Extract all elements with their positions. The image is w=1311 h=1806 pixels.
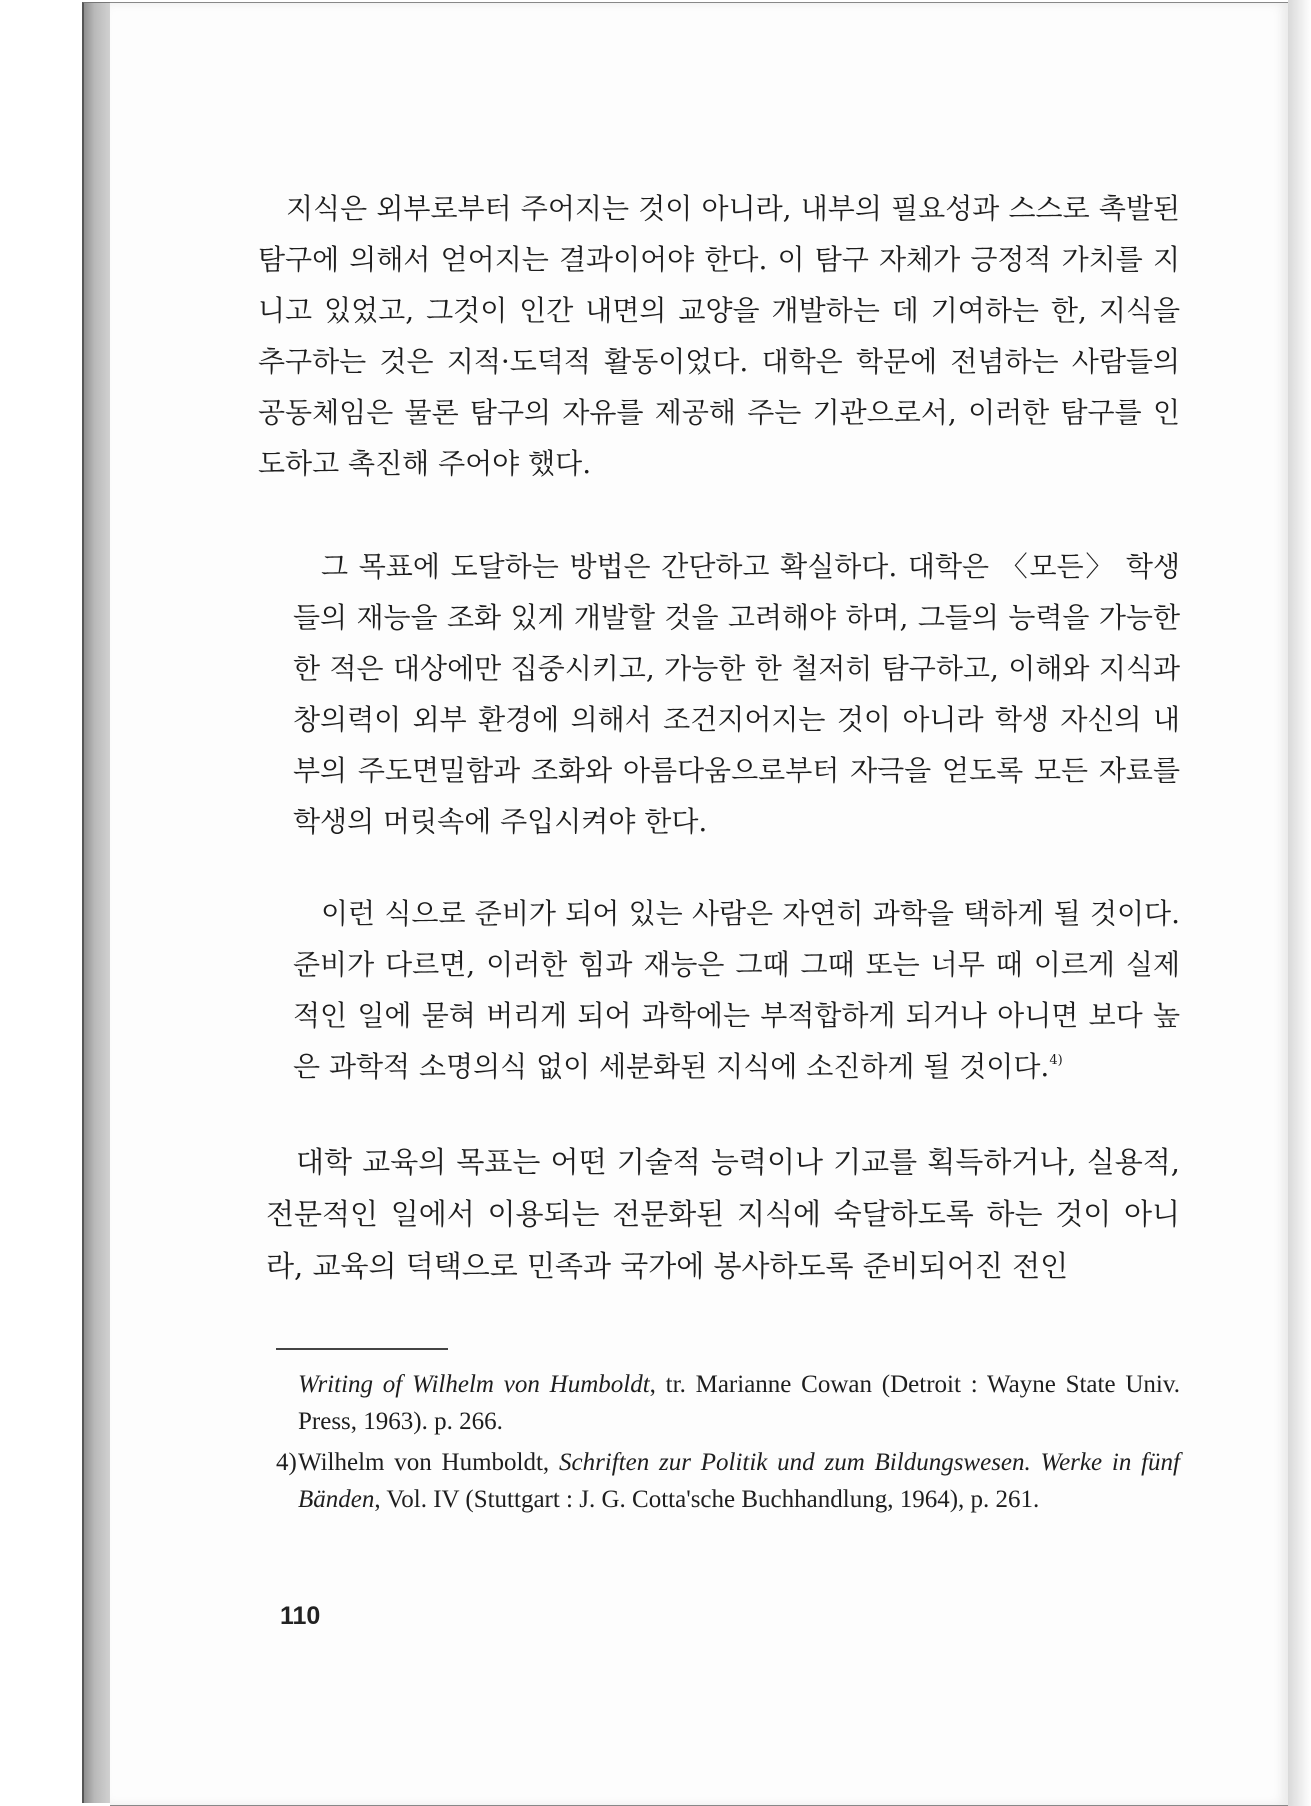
footnote-title: Writing of Wilhelm von Humboldt <box>298 1371 650 1398</box>
footnote-title: Schriften zur Politik und zum Bildungswesen. Werke in fünf Bänden <box>298 1449 1180 1513</box>
body-paragraph-1 <box>258 183 1180 489</box>
footnote-text: , Vol. IV (Stuttgart : J. G. Cotta'sche Buchhandlung, 1964), p. 261. <box>374 1486 1040 1513</box>
page-number: 110 <box>280 1602 321 1630</box>
body-paragraph-2 <box>293 541 1180 847</box>
footnote-author: Wilhelm von Humboldt, <box>298 1449 559 1476</box>
footnote-reference: 4) <box>1049 1053 1063 1068</box>
footnotes <box>276 1366 1180 1518</box>
footnote-text: , tr. Marianne Cowan (Detroit : Wayne State Univ. Press, 1963). p. 266. <box>298 1371 1180 1435</box>
footnote-4 <box>276 1444 1180 1518</box>
paragraph-text <box>293 888 1180 1092</box>
footnote-body <box>298 1444 1180 1518</box>
footnote-number: 4) <box>276 1449 297 1476</box>
footnote-separator <box>276 1348 448 1350</box>
paragraph-text: 그 목표에 도달하는 방법은 간단하고 확실하다. 대학은 〈모든〉 학생들의 재능을 조화 있게 개발할 것을 고려해야 하며, 그들의 능력을 가능한 한 적은 대상에만 집중시키고, 가능한 한 철저히 탐구하고, 이해와 지식과 창의력이 외부 환경에 의해서 조건지어지는 것이 아니라 학생 자신의 내부의 주도면밀함과 조화와 아름다움으로부터 자극을 얻도록 모든 자료를 학생의 머릿속에 주입시켜야 한다. <box>293 550 1180 838</box>
paragraph-text: 지식은 외부로부터 주어지는 것이 아니라, 내부의 필요성과 스스로 촉발된 탐구에 의해서 얻어지는 결과이어야 한다. 이 탐구 자체가 긍정적 가치를 지니고 있었고, 그것이 인간 내면의 교양을 개발하는 데 기여하는 한, 지식을 추구하는 것은 지적·도덕적 활동이었다. 대학은 학문에 전념하는 사람들의 공동체임은 물론 탐구의 자유를 제공해 주는 기관으로서, 이러한 탐구를 인도하고 촉진해 주어야 했다. <box>258 192 1180 480</box>
footnote-continued <box>276 1366 1180 1440</box>
paragraph-text-body: 이런 식으로 준비가 되어 있는 사람은 자연히 과학을 택하게 될 것이다. 준비가 다르면, 이러한 힘과 재능은 그때 그때 또는 너무 때 이르게 실제적인 일에 묻혀 버리게 되어 과학에는 부적합하게 되거나 아니면 보다 높은 과학적 소명의식 없이 세분화된 지식에 소진하게 될 것이다. <box>293 897 1180 1083</box>
body-paragraph-3 <box>293 888 1180 1092</box>
paragraph-text: 대학 교육의 목표는 어떤 기술적 능력이나 기교를 획득하거나, 실용적, 전문적인 일에서 이용되는 전문화된 지식에 숙달하도록 하는 것이 아니라, 교육의 덕택으로 민족과 국가에 봉사하도록 준비되어진 전인 <box>266 1145 1180 1283</box>
page-right-shadow <box>1288 0 1311 1806</box>
body-paragraph-4 <box>266 1136 1180 1292</box>
